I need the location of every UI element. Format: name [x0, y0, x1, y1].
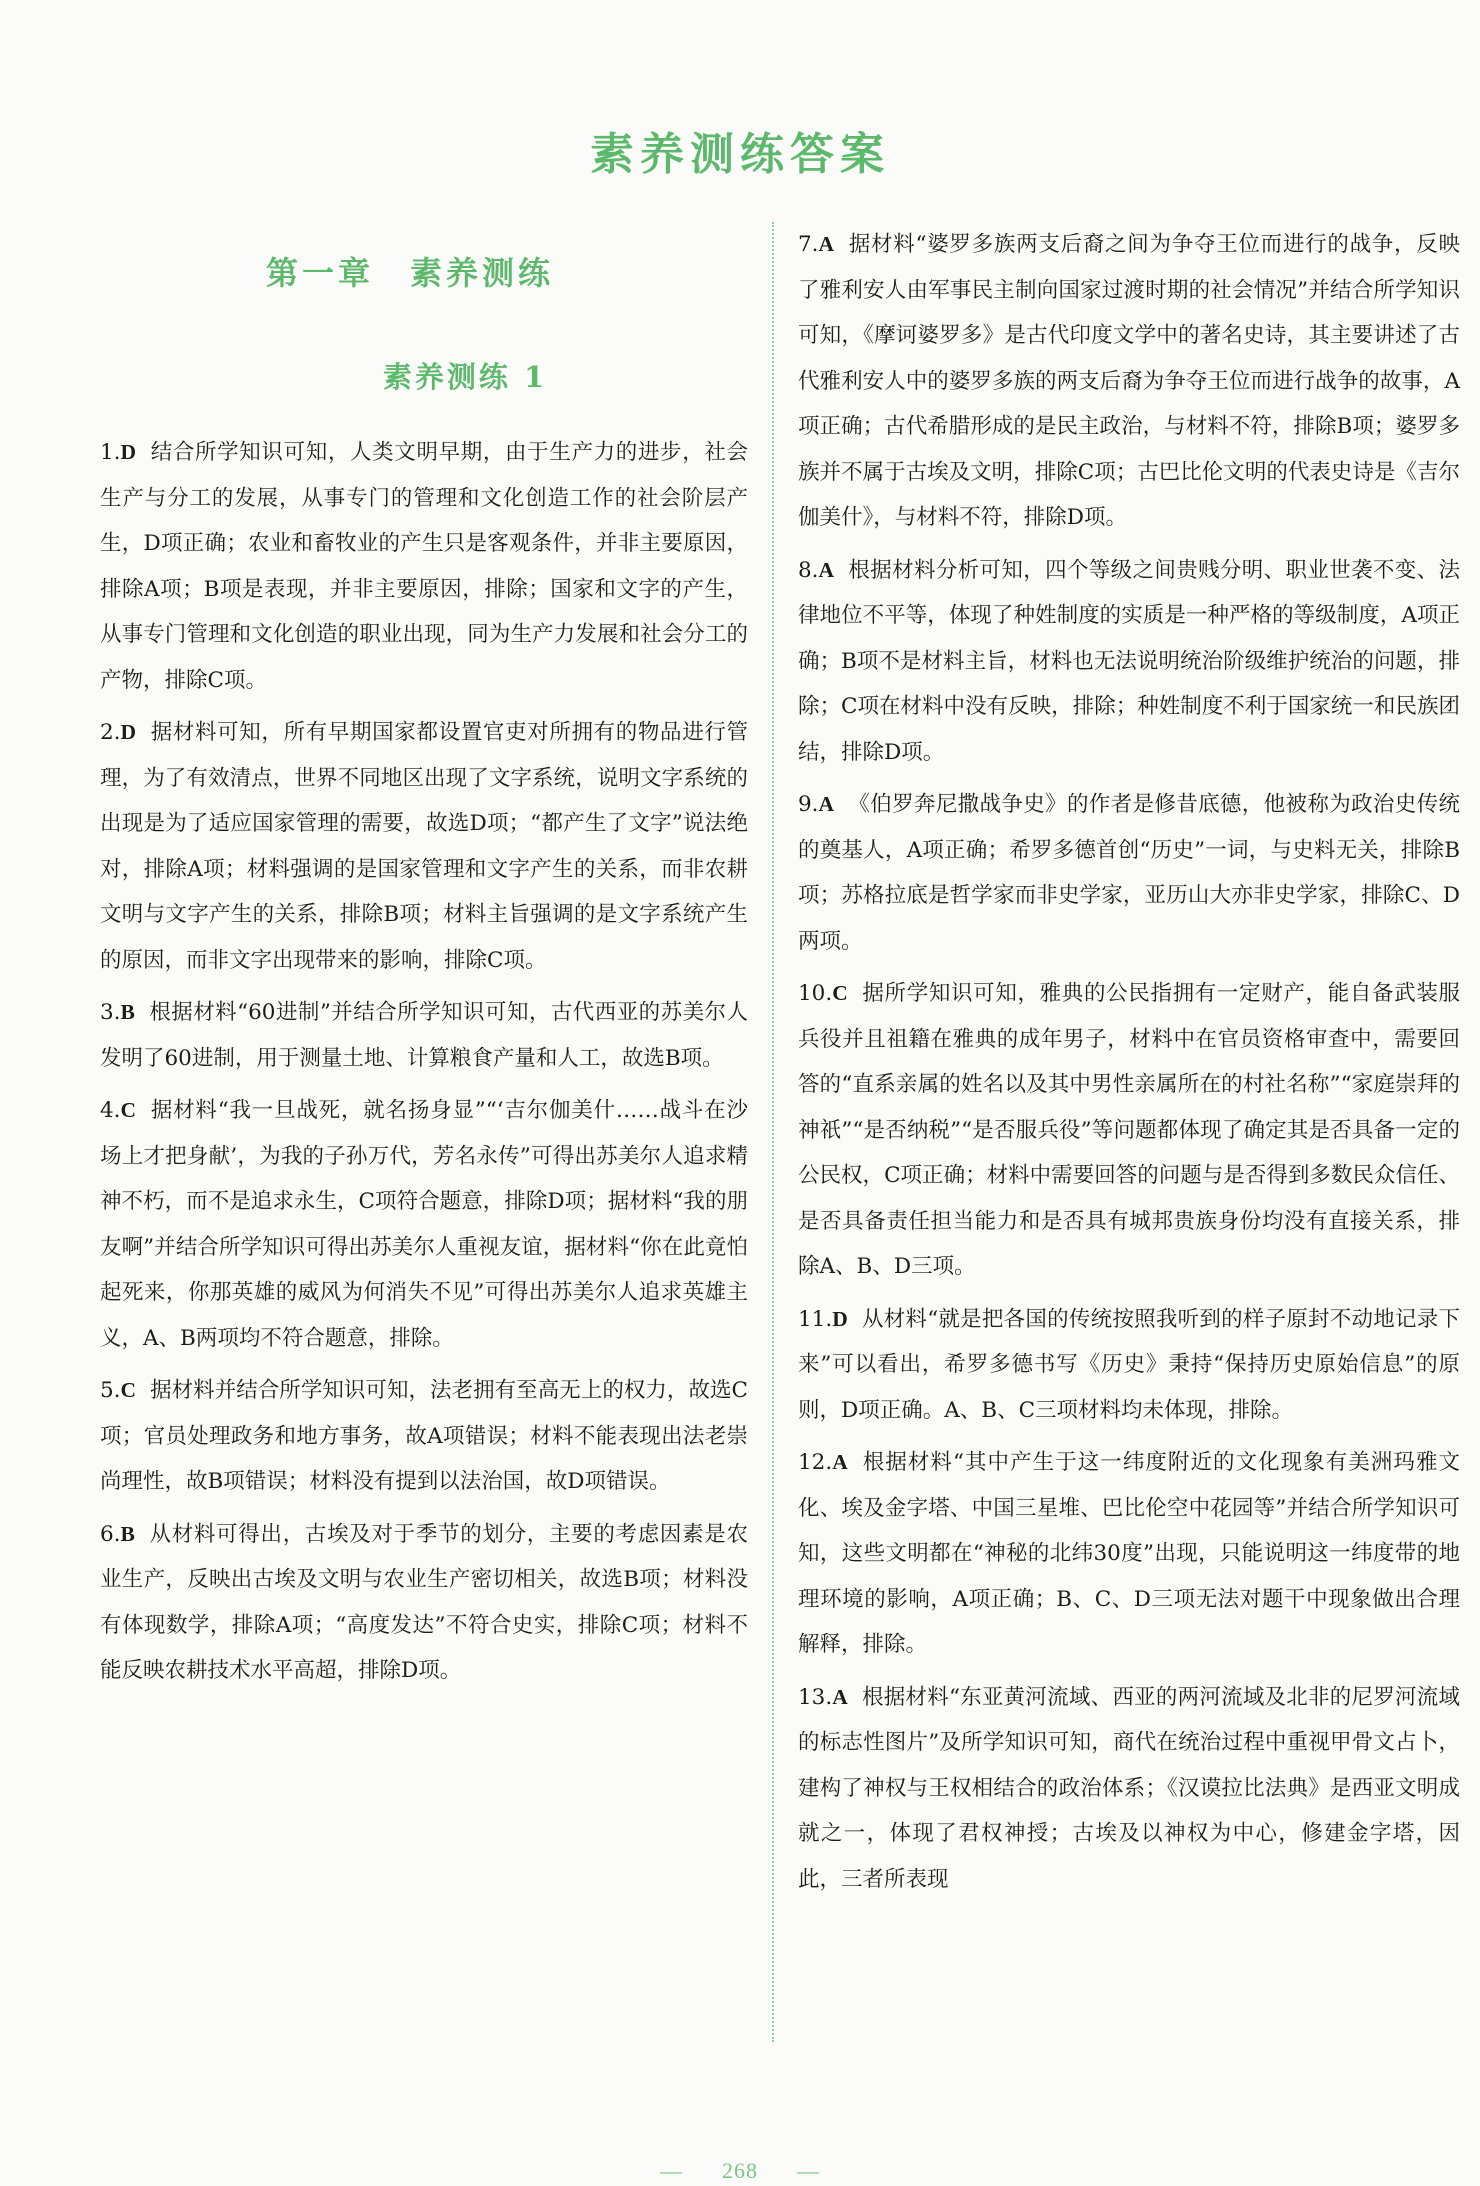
answer-explanation: 根据材料“其中产生于这一纬度附近的文化现象有美洲玛雅文化、埃及金字塔、中国三星堆、巴比伦空中花园等”并结合所学知识可知，这些文明都在“神秘的北纬30度”出现，只能说明这一纬度带的地理环境的影响，A项正确；B、C、D三项无法对题干中现象做出合理解释，排除。: [798, 1450, 1460, 1657]
answer-list-right: [798, 222, 1460, 1909]
answer-key: A: [832, 1450, 848, 1474]
answer-item: [798, 1440, 1460, 1668]
answer-number: 8.: [798, 557, 819, 583]
answer-number: 4.: [100, 1098, 121, 1123]
answer-number: 2.: [100, 720, 121, 745]
answer-explanation: 据所学知识可知，雅典的公民指拥有一定财产，能自备武装服兵役并且祖籍在雅典的成年男子，材料中在官员资格审查中，需要回答的“直系亲属的姓名以及其中男性亲属所在的村社名称”“家庭崇拜的神祇”“是否纳税”“是否服兵役”等问题都体现了确定其是否具备一定的公民权，C项正确；材料中需要回答的问题与是否得到多数民众信任、是否具备责任担当能力和是否具有城邦贵族身份均没有直接关系，排除A、B、D三项。: [798, 981, 1460, 1279]
answer-item: [100, 710, 748, 983]
column-divider: [772, 222, 774, 2042]
chapter-heading: 第一章 素养测练: [265, 254, 554, 292]
page-footer: [0, 2158, 1480, 2184]
answer-number: 6.: [100, 1521, 121, 1547]
answer-item: [100, 1368, 748, 1505]
answer-key: D: [120, 440, 137, 464]
answer-item: [798, 1297, 1460, 1434]
footer-dash-right: —: [797, 2158, 820, 2183]
answer-item: [100, 430, 748, 703]
answer-key: A: [818, 232, 835, 256]
footer-dash-left: —: [660, 2158, 683, 2183]
answer-number: 11.: [798, 1306, 833, 1332]
answer-number: 7.: [798, 232, 819, 257]
answer-explanation: 据材料“婆罗多族两支后裔之间为争夺王位而进行的战争，反映了雅利安人由军事民主制向国家过渡时期的社会情况”并结合所学知识可知，《摩诃婆罗多》是古代印度文学中的著名史诗，其主要讲述了古代雅利安人中的婆罗多族的两支后裔为争夺王位而进行战争的故事，A项正确；古代希腊形成的是民主政治，与材料不符，排除B项；婆罗多族并不属于古埃及文明，排除C项；古巴比伦文明的代表史诗是《吉尔伽美什》，与材料不符，排除D项。: [798, 232, 1460, 530]
answer-number: 12.: [798, 1450, 833, 1475]
section-heading: 素养测练 1: [382, 360, 548, 394]
page-number: 268: [722, 2158, 758, 2183]
answer-key: C: [120, 1378, 137, 1402]
answer-number: 3.: [100, 1000, 121, 1025]
answer-key: B: [120, 1521, 135, 1546]
answer-key: B: [120, 1000, 135, 1024]
answer-key: D: [120, 720, 137, 744]
answer-number: 9.: [798, 792, 819, 817]
answer-explanation: 结合所学知识可知，人类文明早期，由于生产力的进步，社会生产与分工的发展，从事专门的管理和文化创造工作的社会阶层产生，D项正确；农业和畜牧业的产生只是客观条件，并非主要原因，排除A项；B项是表现，并非主要原因，排除；国家和文字的产生，从事专门管理和文化创造的职业出现，同为生产力发展和社会分工的产物，排除C项。: [100, 440, 748, 693]
page-title: 素养测练答案: [590, 129, 890, 180]
answer-explanation: 据材料可知，所有早期国家都设置官吏对所拥有的物品进行管理，为了有效清点，世界不同地区出现了文字系统，说明文字系统的出现是为了适应国家管理的需要，故选D项；“都产生了文字”说法绝对，排除A项；材料强调的是国家管理和文字产生的关系，而非农耕文明与文字产生的关系，排除B项；材料主旨强调的是文字系统产生的原因，而非文字出现带来的影响，排除C项。: [100, 720, 748, 973]
answer-item: [100, 990, 748, 1081]
answer-explanation: 《伯罗奔尼撒战争史》的作者是修昔底德，他被称为政治史传统的奠基人，A项正确；希罗多德首创“历史”一词，与史料无关，排除B项；苏格拉底是哲学家而非史学家，亚历山大亦非史学家，排除C、D两项。: [798, 792, 1460, 954]
answer-number: 1.: [100, 440, 121, 465]
answer-item: [100, 1088, 748, 1361]
answer-item: [798, 971, 1460, 1290]
answer-explanation: 从材料“就是把各国的传统按照我听到的样子原封不动地记录下来”可以看出，希罗多德书写《历史》秉持“保持历史原始信息”的原则，D项正确。A、B、C三项材料均未体现，排除。: [798, 1306, 1460, 1423]
answer-key: A: [832, 1684, 848, 1709]
answer-key: A: [818, 792, 835, 816]
answer-item: [798, 548, 1460, 776]
answer-number: 13.: [798, 1684, 833, 1710]
answer-key: D: [832, 1306, 848, 1331]
answer-item: [798, 782, 1460, 964]
answer-list-left: [100, 430, 748, 1701]
answer-explanation: 从材料可得出，古埃及对于季节的划分，主要的考虑因素是农业生产，反映出古埃及文明与农业生产密切相关，故选B项；材料没有体现数学，排除A项；“高度发达”不符合史实，排除C项；材料不能反映农耕技术水平高超，排除D项。: [100, 1521, 748, 1683]
answer-explanation: 据材料“我一旦战死，就名扬身显”“‘吉尔伽美什……战斗在沙场上才把身献’，为我的子孙万代，芳名永传”可得出苏美尔人追求精神不朽，而不是追求永生，C项符合题意，排除D项；据材料“我的朋友啊”并结合所学知识可得出苏美尔人重视友谊，据材料“你在此竟怕起死来，你那英雄的威风为何消失不见”可得出苏美尔人追求英雄主义，A、B两项均不符合题意，排除。: [100, 1098, 748, 1351]
answer-number: 5.: [100, 1378, 121, 1403]
answer-item: [100, 1512, 748, 1694]
answer-explanation: 根据材料“60进制”并结合所学知识可知，古代西亚的苏美尔人发明了60进制，用于测量土地、计算粮食产量和人工，故选B项。: [100, 1000, 748, 1071]
answer-explanation: 根据材料分析可知，四个等级之间贵贱分明、职业世袭不变、法律地位不平等，体现了种姓制度的实质是一种严格的等级制度，A项正确；B项不是材料主旨，材料也无法说明统治阶级维护统治的问题，排除；C项在材料中没有反映，排除；种姓制度不利于国家统一和民族团结，排除D项。: [798, 557, 1460, 765]
answer-number: 10.: [798, 981, 833, 1006]
answer-key: A: [818, 557, 835, 582]
answer-item: [798, 222, 1460, 541]
answer-key: C: [832, 981, 848, 1005]
answer-key: C: [120, 1098, 137, 1122]
answer-explanation: 根据材料“东亚黄河流域、西亚的两河流域及北非的尼罗河流域的标志性图片”及所学知识可知，商代在统治过程中重视甲骨文占卜，建构了神权与王权相结合的政治体系；《汉谟拉比法典》是西亚文明成就之一，体现了君权神授；古埃及以神权为中心，修建金字塔，因此，三者所表现: [798, 1684, 1460, 1892]
answer-explanation: 据材料并结合所学知识可知，法老拥有至高无上的权力，故选C项；官员处理政务和地方事务，故A项错误；材料不能表现出法老崇尚理性，故B项错误；材料没有提到以法治国，故D项错误。: [100, 1378, 748, 1494]
answer-item: [798, 1675, 1460, 1903]
